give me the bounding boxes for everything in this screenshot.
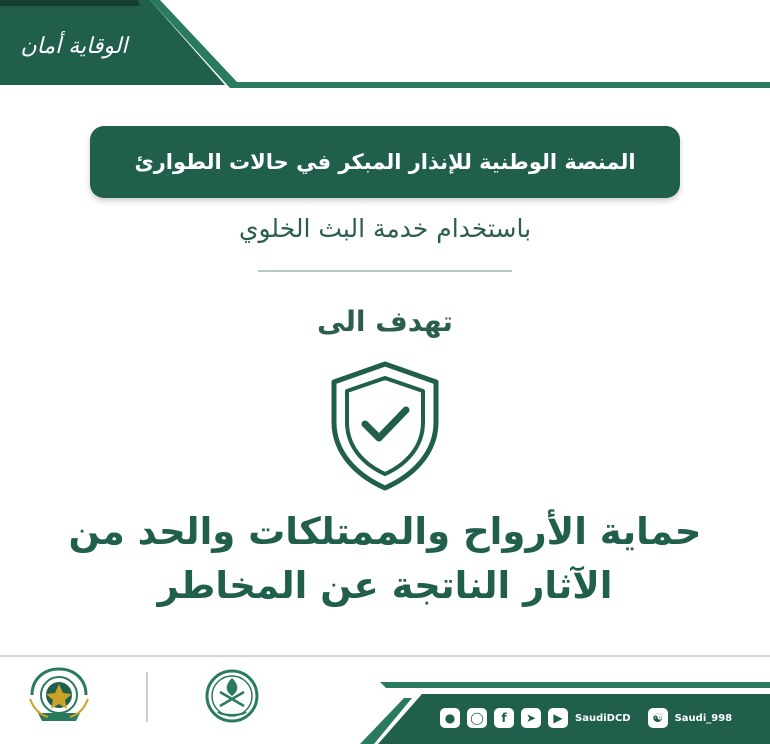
main-line-1: حماية الأرواح والممتلكات والحد من	[68, 510, 702, 553]
social-handle-primary[interactable]: SaudiDCD	[575, 712, 631, 724]
main-line-2: الآثار الناتجة عن المخاطر	[157, 564, 613, 607]
twitter-icon[interactable]: ●	[440, 708, 460, 728]
shield-check-icon	[328, 360, 442, 492]
civil-defense-emblem	[26, 665, 92, 725]
footer-rule	[0, 655, 770, 657]
ministry-emblem	[200, 668, 264, 728]
main-statement	[0, 505, 770, 613]
snapchat-icon[interactable]: ☯	[648, 708, 668, 728]
divider	[258, 270, 512, 272]
page-title: المنصة الوطنية للإنذار المبكر في حالات الطوارئ	[90, 126, 680, 198]
social-bar	[440, 707, 742, 729]
facebook-icon[interactable]: f	[494, 708, 514, 728]
youtube-icon[interactable]: ▶	[548, 708, 568, 728]
subtitle: باستخدام خدمة البث الخلوي	[238, 214, 532, 243]
telegram-icon[interactable]: ➤	[521, 708, 541, 728]
footer-separator	[146, 672, 148, 722]
logo-wordmark: الوقاية أمان	[20, 34, 128, 59]
aim-label: تهدف الى	[317, 305, 453, 338]
instagram-icon[interactable]: ◯	[467, 708, 487, 728]
social-handle-snapchat[interactable]: Saudi_998	[674, 712, 733, 724]
